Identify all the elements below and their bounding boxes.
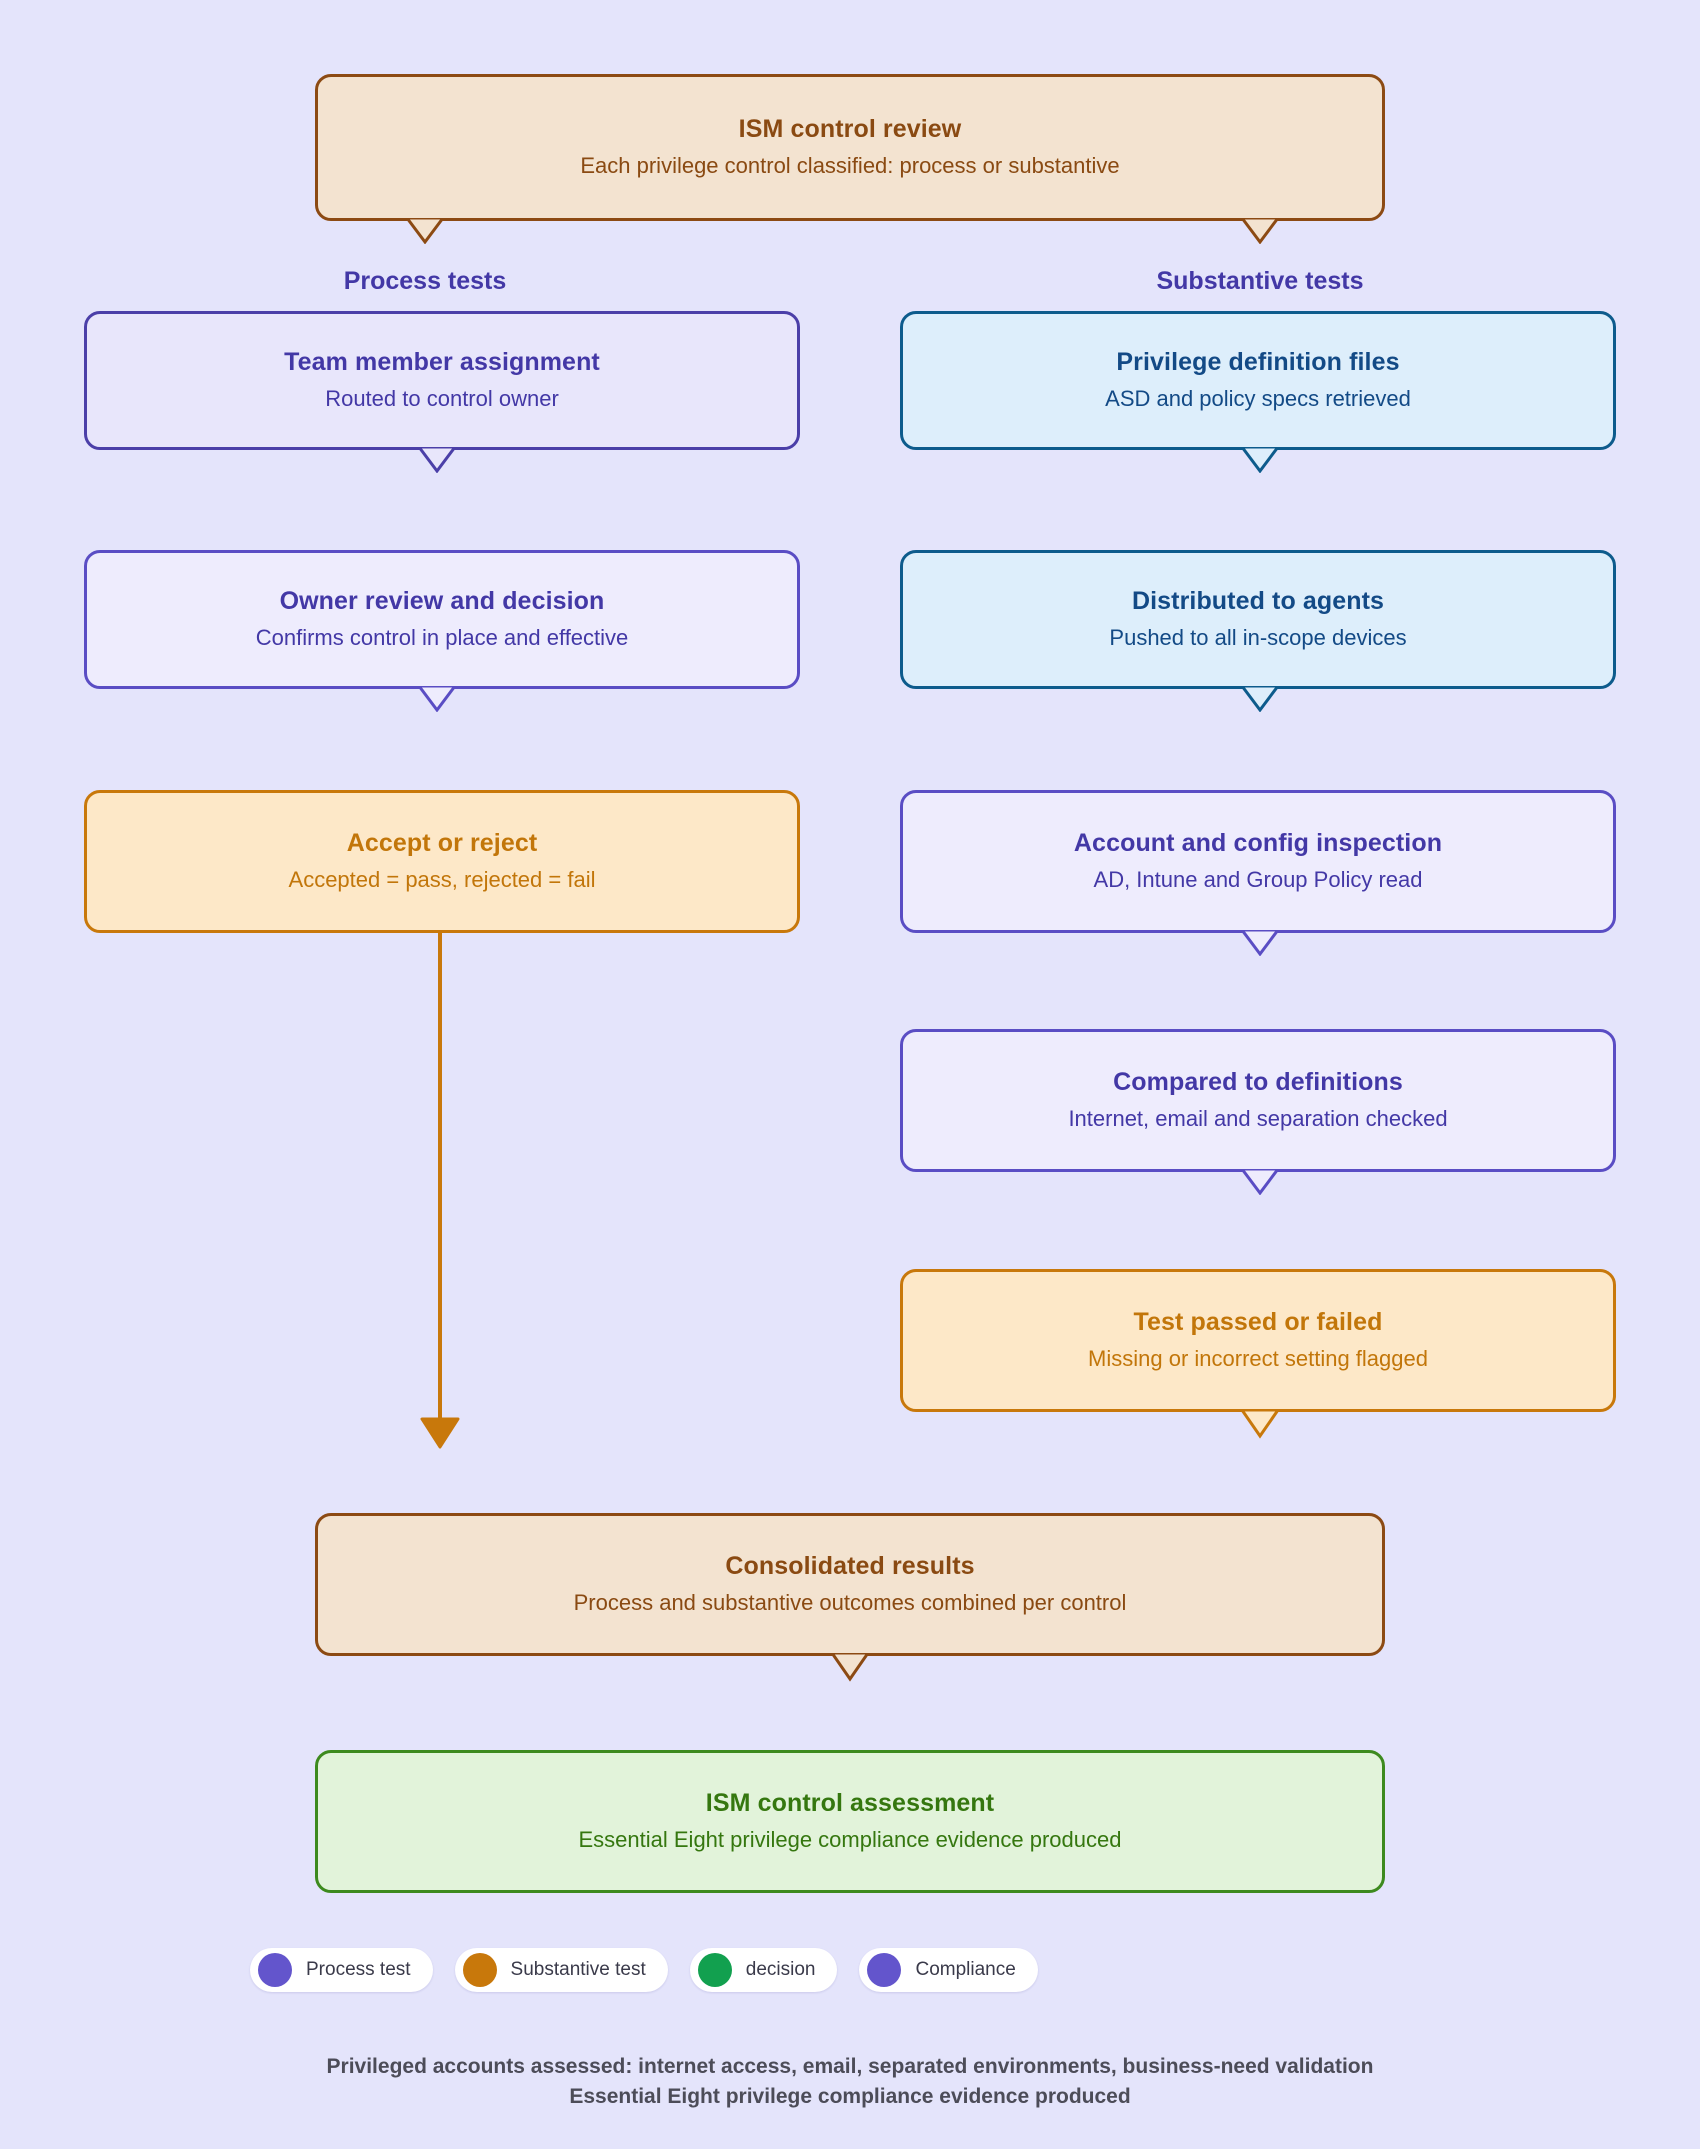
connector-right2-right3 xyxy=(1240,686,1280,712)
node-subtitle: AD, Intune and Group Policy read xyxy=(1093,867,1423,893)
node-title: Compared to definitions xyxy=(1113,1068,1403,1097)
connector-right4-right5 xyxy=(1240,1169,1280,1195)
node-subtitle: Missing or incorrect setting flagged xyxy=(1088,1346,1428,1372)
node-subtitle: ASD and policy specs retrieved xyxy=(1105,386,1411,412)
node-title: Account and config inspection xyxy=(1073,829,1443,858)
node-subtitle: Process and substantive outcomes combined per control xyxy=(573,1590,1127,1616)
legend xyxy=(250,1948,1038,1992)
node-subtitle: Routed to control owner xyxy=(325,386,559,412)
node-account-and-config-inspection xyxy=(900,790,1616,933)
legend-label: Substantive test xyxy=(510,1959,646,1980)
node-title: Owner review and decision xyxy=(279,587,605,616)
legend-dot-icon xyxy=(463,1953,497,1987)
legend-dot-icon xyxy=(258,1953,292,1987)
section-label-process-tests: Process tests xyxy=(343,267,507,295)
connector-right5-consolidated xyxy=(1240,1410,1280,1440)
connector-left1-left2 xyxy=(417,447,457,473)
node-subtitle: Accepted = pass, rejected = fail xyxy=(288,867,596,893)
footer-note xyxy=(0,2052,1700,2113)
node-title: Distributed to agents xyxy=(1131,587,1385,616)
node-title: Accept or reject xyxy=(346,829,538,858)
node-title: Privilege definition files xyxy=(1116,348,1400,377)
node-ism-control-assessment xyxy=(315,1750,1385,1893)
legend-label: Compliance xyxy=(915,1959,1016,1980)
node-subtitle: Internet, email and separation checked xyxy=(1068,1106,1448,1132)
legend-dot-icon xyxy=(867,1953,901,1987)
connector-top-to-left xyxy=(405,218,445,244)
legend-label: Process test xyxy=(306,1959,411,1980)
node-title: ISM control assessment xyxy=(705,1789,995,1818)
node-distributed-to-agents xyxy=(900,550,1616,689)
node-team-member-assignment xyxy=(84,311,800,450)
node-subtitle: Confirms control in place and effective xyxy=(255,625,629,651)
connector-consolidated-assessment xyxy=(830,1653,870,1683)
connector-top-to-right xyxy=(1240,218,1280,244)
node-compared-to-definitions xyxy=(900,1029,1616,1172)
node-ism-control-review xyxy=(315,74,1385,221)
node-subtitle: Essential Eight privilege compliance evidence produced xyxy=(578,1827,1122,1853)
section-label-substantive-tests: Substantive tests xyxy=(1156,267,1364,295)
legend-item-decision xyxy=(690,1948,838,1992)
legend-item-process-test xyxy=(250,1948,433,1992)
legend-item-substantive-test xyxy=(455,1948,668,1992)
connector-left2-left3 xyxy=(417,686,457,712)
node-title: Test passed or failed xyxy=(1133,1308,1383,1337)
node-consolidated-results xyxy=(315,1513,1385,1656)
node-accept-or-reject xyxy=(84,790,800,933)
footer-line-2: Essential Eight privilege compliance evidence produced xyxy=(569,2085,1131,2109)
node-title: ISM control review xyxy=(738,115,962,144)
node-title: Consolidated results xyxy=(725,1552,975,1581)
node-title: Team member assignment xyxy=(284,348,600,377)
node-privilege-definition-files xyxy=(900,311,1616,450)
legend-label: decision xyxy=(745,1959,816,1980)
node-owner-review-and-decision xyxy=(84,550,800,689)
legend-dot-icon xyxy=(698,1953,732,1987)
node-subtitle: Pushed to all in-scope devices xyxy=(1109,625,1407,651)
connector-right3-right4 xyxy=(1240,930,1280,956)
footer-line-1: Privileged accounts assessed: internet access, email, separated environments, business-need validation xyxy=(326,2055,1374,2078)
node-subtitle: Each privilege control classified: process or substantive xyxy=(580,153,1120,179)
connector-left3-consolidated xyxy=(420,931,460,1451)
connector-right1-right2 xyxy=(1240,447,1280,473)
legend-item-compliance xyxy=(859,1948,1037,1992)
node-test-passed-or-failed xyxy=(900,1269,1616,1412)
